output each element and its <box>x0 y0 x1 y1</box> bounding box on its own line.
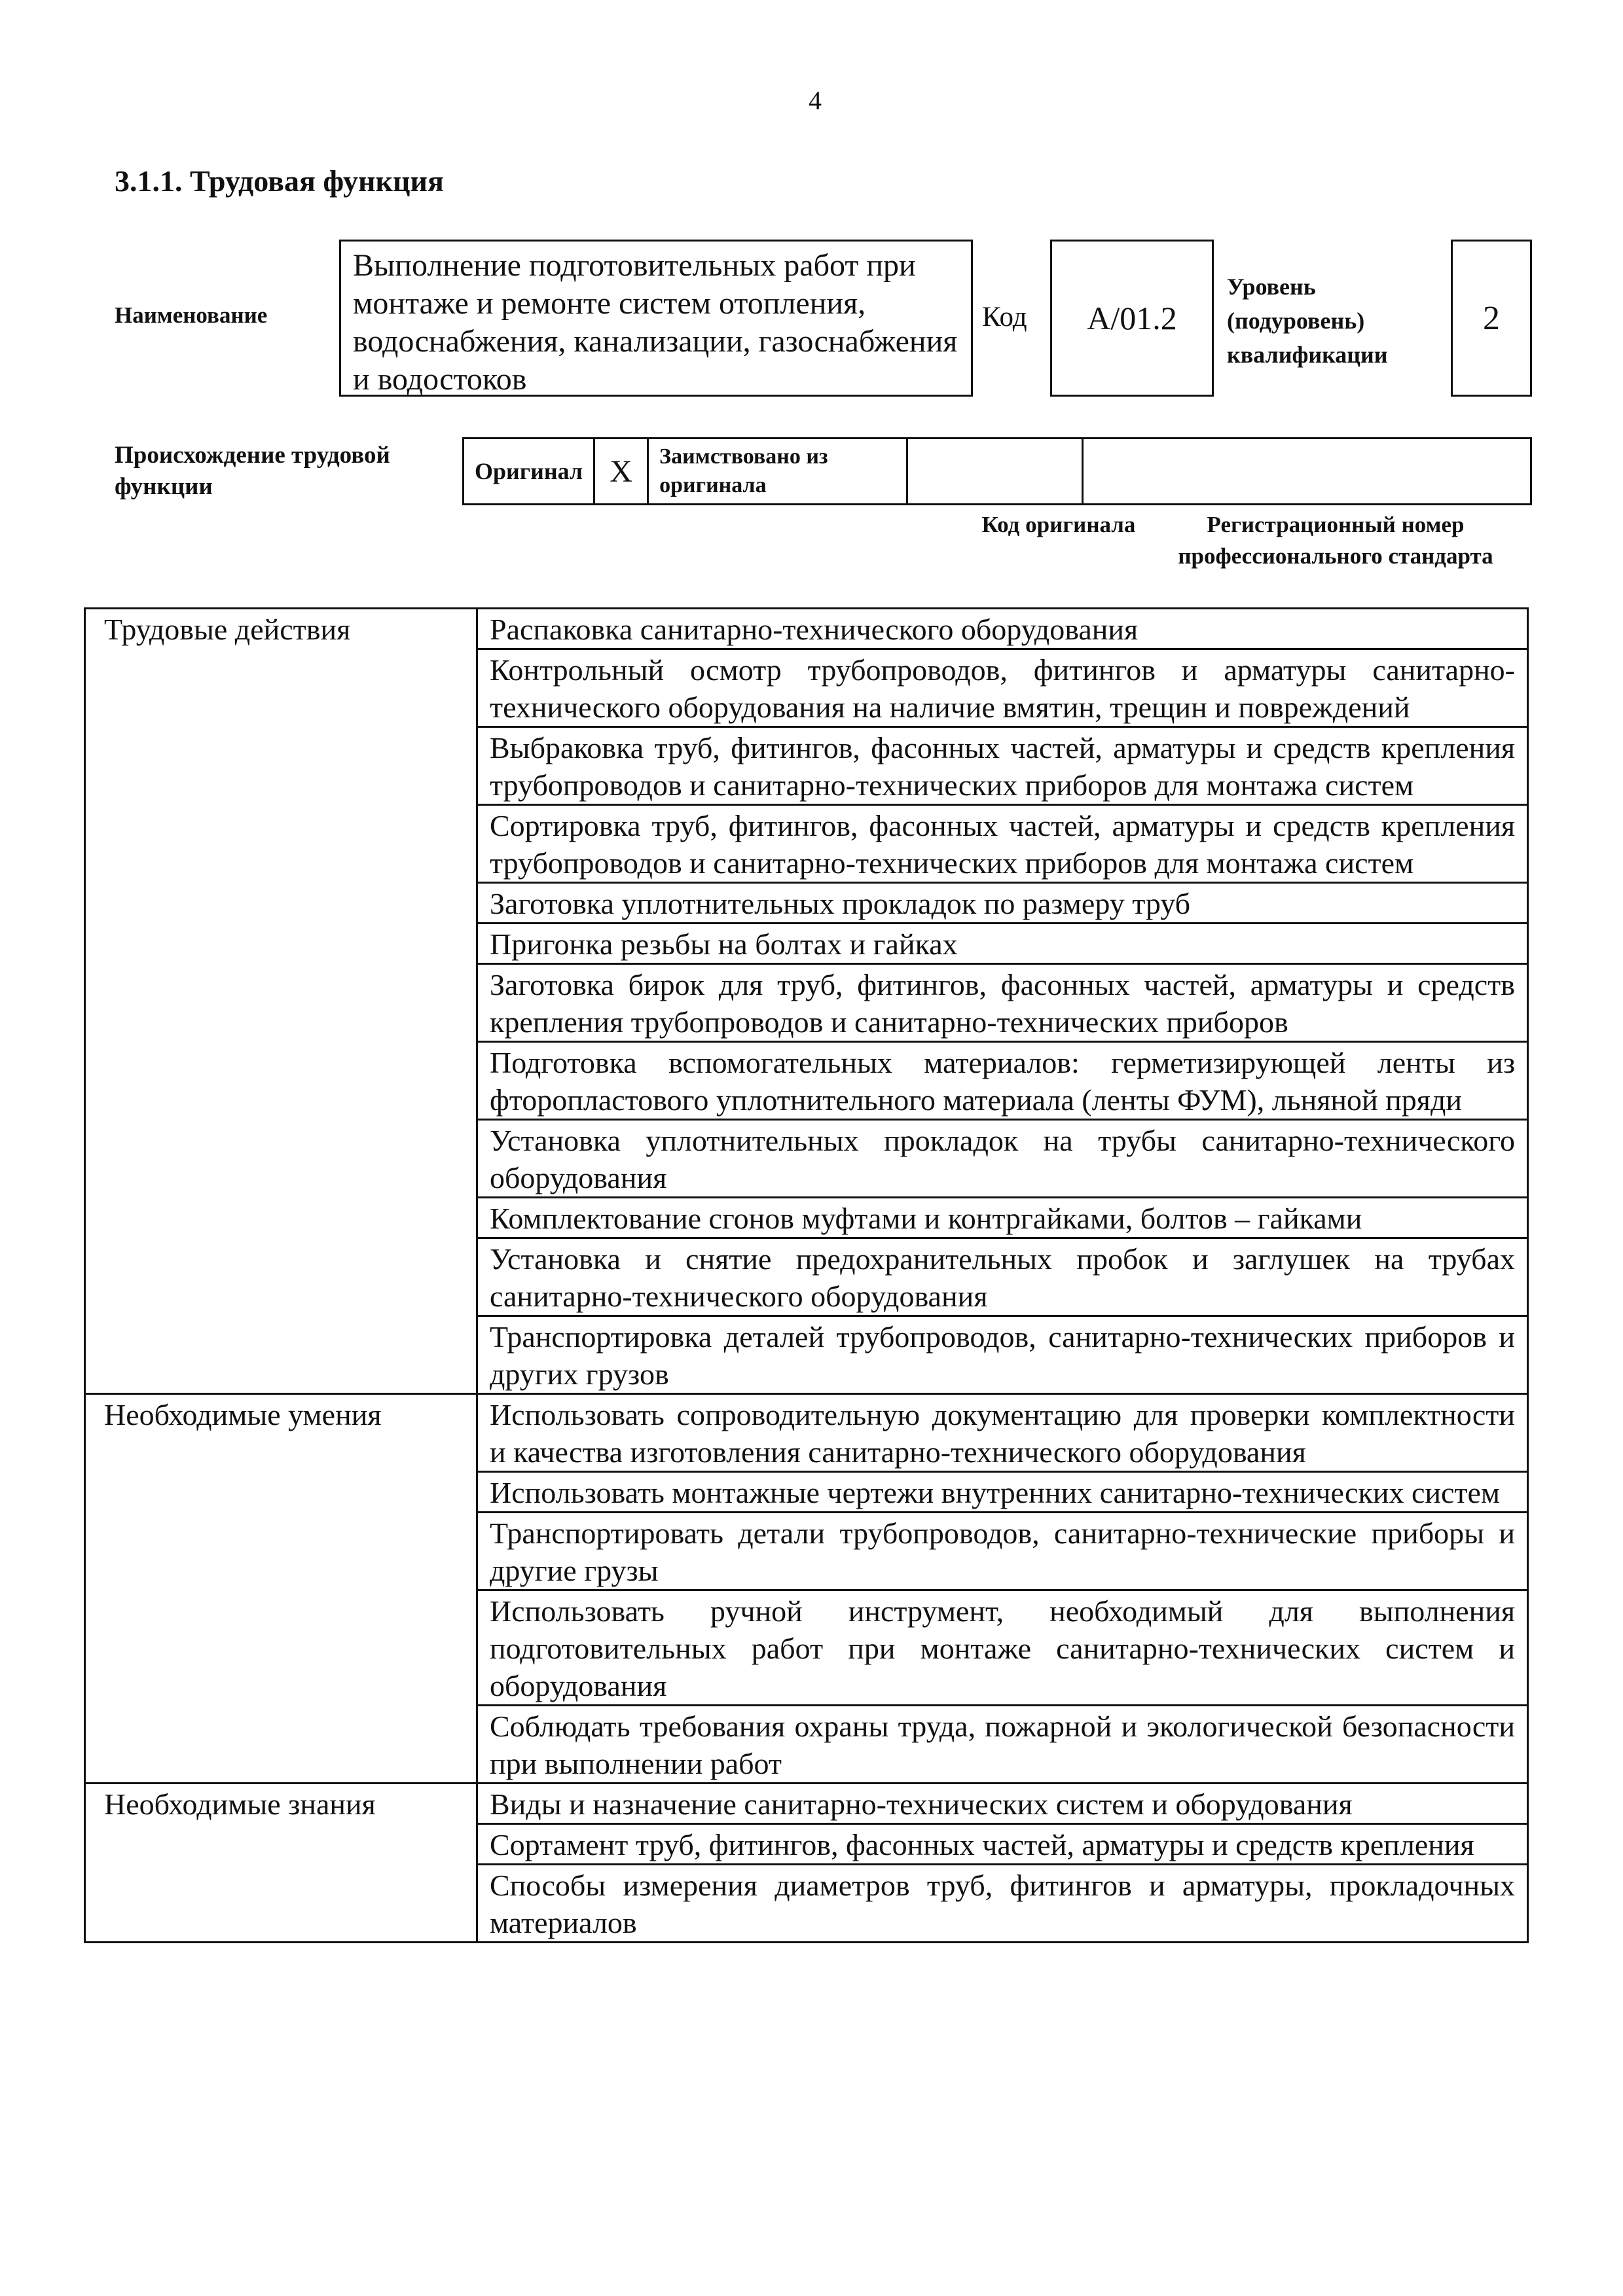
item-cell: Заготовка уплотнительных прокладок по размеру труб <box>477 883 1528 924</box>
item-cell: Соблюдать требования охраны труда, пожарной и экологической безопасности при выполнении работ <box>477 1706 1528 1784</box>
category-cell: Необходимые знания <box>85 1784 477 1943</box>
item-cell: Транспортировать детали трубопроводов, санитарно-технические приборы и другие грузы <box>477 1513 1528 1590</box>
item-cell: Контрольный осмотр трубопроводов, фитингов и арматуры санитарно-технического оборудования на наличие вмятин, трещин и повреждений <box>477 649 1528 727</box>
code-label: Код <box>982 302 1027 332</box>
code-caption: Код оригинала <box>981 512 1136 537</box>
registration-caption: Регистрационный номер профессионального стандарта <box>1178 512 1493 569</box>
item-cell: Установка и снятие предохранительных пробок и заглушек на трубах санитарно-технического оборудования <box>477 1238 1528 1316</box>
qualification-level-label: Уровень (подуровень) квалификации <box>1227 274 1388 368</box>
original-label: Оригинал <box>464 439 594 505</box>
page-number: 4 <box>809 86 822 115</box>
function-name-box: Выполнение подготовительных работ при монтаже и ремонте систем отопления, водоснабжения, канализации, газоснабжения и водостоков <box>339 240 973 397</box>
original-mark: X <box>594 439 648 505</box>
section-title: 3.1.1. Трудовая функция <box>115 164 444 198</box>
registration-number-cell <box>1083 439 1531 505</box>
item-cell: Комплектование сгонов муфтами и контргайками, болтов – гайками <box>477 1198 1528 1238</box>
category-cell: Необходимые умения <box>85 1394 477 1784</box>
item-cell: Сортировка труб, фитингов, фасонных частей, арматуры и средств крепления трубопроводов и санитарно-технических приборов для монтажа систем <box>477 805 1528 883</box>
item-cell: Виды и назначение санитарно-технических систем и оборудования <box>477 1784 1528 1824</box>
item-cell: Сортамент труб, фитингов, фасонных частей, арматуры и средств крепления <box>477 1824 1528 1865</box>
function-code-box: A/01.2 <box>1050 240 1214 397</box>
item-cell: Распаковка санитарно-технического оборудования <box>477 609 1528 649</box>
category-cell: Трудовые действия <box>85 609 477 1394</box>
item-cell: Транспортировка деталей трубопроводов, санитарно-технических приборов и других грузов <box>477 1316 1528 1394</box>
item-cell: Использовать сопроводительную документацию для проверки комплектности и качества изготовления санитарно-технического оборудования <box>477 1394 1528 1472</box>
original-code-cell <box>907 439 1083 505</box>
origin-table <box>462 437 1532 505</box>
qualification-level-box: 2 <box>1451 240 1532 397</box>
item-cell: Пригонка резьбы на болтах и гайках <box>477 924 1528 964</box>
item-cell: Использовать монтажные чертежи внутренних санитарно-технических систем <box>477 1472 1528 1513</box>
item-cell: Способы измерения диаметров труб, фитингов и арматуры, прокладочных материалов <box>477 1865 1528 1943</box>
table-row <box>85 1394 1528 1472</box>
table-row <box>85 609 1528 649</box>
item-cell: Подготовка вспомогательных материалов: герметизирующей ленты из фторопластового уплотнительного материала (ленты ФУМ), льняной пряди <box>477 1042 1528 1120</box>
item-cell: Выбраковка труб, фитингов, фасонных частей, арматуры и средств крепления трубопроводов и санитарно-технических приборов для монтажа систем <box>477 727 1528 805</box>
item-cell: Установка уплотнительных прокладок на трубы санитарно-технического оборудования <box>477 1120 1528 1198</box>
origin-label: Происхождение трудовой функции <box>115 442 390 500</box>
borrowed-label: Заимствовано из оригинала <box>648 439 907 505</box>
name-label: Наименование <box>115 302 268 328</box>
table-row <box>85 1784 1528 1824</box>
function-details-table <box>84 607 1529 1943</box>
item-cell: Использовать ручной инструмент, необходимый для выполнения подготовительных работ при монтаже санитарно-технических систем и оборудования <box>477 1590 1528 1706</box>
item-cell: Заготовка бирок для труб, фитингов, фасонных частей, арматуры и средств крепления трубопроводов и санитарно-технических приборов <box>477 964 1528 1042</box>
